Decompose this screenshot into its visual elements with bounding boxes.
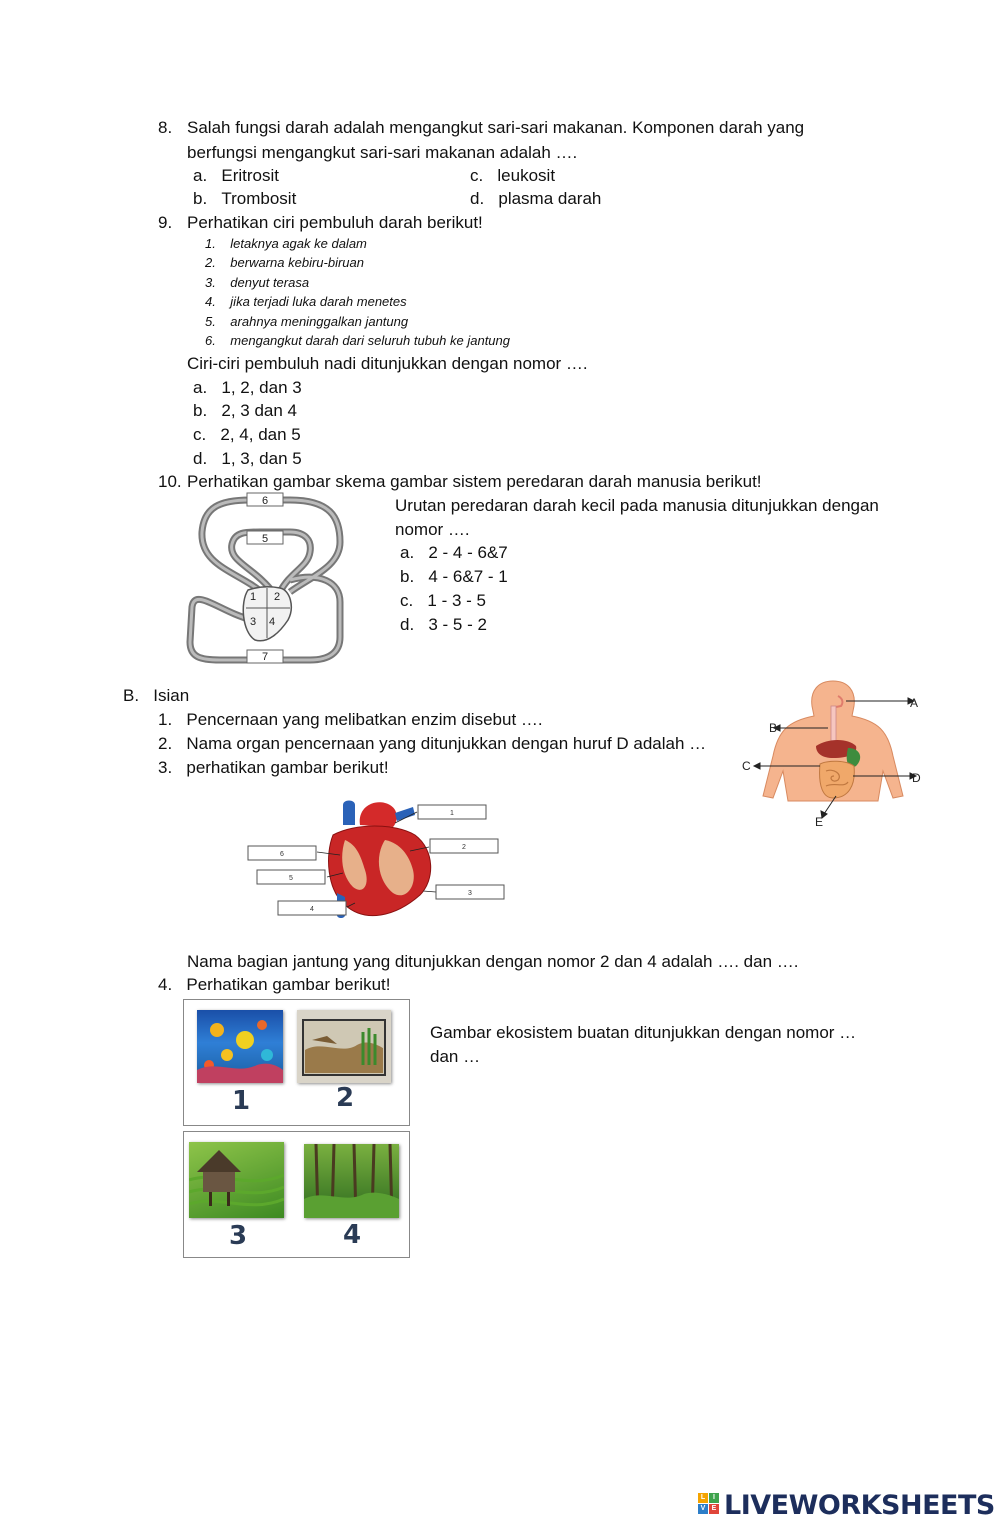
option-text: 2, 4, dan 5	[220, 425, 301, 444]
q8-text-line1: Salah fungsi darah adalah mengangkut sari-sari makanan. Komponen darah yang	[187, 118, 805, 137]
digestive-system-image	[738, 676, 928, 831]
option-letter: c.	[470, 166, 484, 185]
q9-prompt: Perhatikan ciri pembuluh darah berikut!	[187, 213, 483, 232]
circulation-diagram	[180, 492, 350, 670]
heart-label-6: 6	[280, 851, 284, 858]
q10-option-d[interactable]	[400, 615, 487, 635]
q9-trait-5: 5. arahnya meninggalkan jantung	[205, 314, 409, 329]
liveworksheets-logo-icon: L I V E	[698, 1493, 720, 1515]
option-text: 2 - 4 - 6&7	[428, 543, 508, 562]
option-letter: c.	[400, 591, 414, 610]
digestive-label-a: A	[910, 696, 919, 710]
q9-number: 9.	[158, 213, 173, 232]
option-letter: c.	[193, 425, 207, 444]
heart-label-4: 4	[310, 906, 314, 913]
option-letter: d.	[193, 449, 208, 468]
q9-question: Ciri-ciri pembuluh nadi ditunjukkan dengan nomor ….	[187, 354, 588, 373]
option-text: 2, 3 dan 4	[221, 401, 297, 420]
option-text: leukosit	[497, 166, 556, 185]
q9-trait-1: 1. letaknya agak ke dalam	[205, 236, 367, 251]
q10-option-c[interactable]	[400, 591, 486, 611]
option-text: 1 - 3 - 5	[427, 591, 486, 610]
q9-option-b[interactable]	[193, 401, 297, 421]
eco-question-line2: dan …	[430, 1047, 481, 1066]
q10-question-line1: Urutan peredaran darah kecil pada manusia ditunjukkan dengan	[395, 496, 879, 515]
heart-label-5: 5	[289, 875, 293, 882]
q9-trait-2: 2. berwarna kebiru-biruan	[205, 255, 364, 270]
option-letter: a.	[400, 543, 415, 562]
q9-option-c[interactable]	[193, 425, 301, 445]
eco-number-4: 4	[343, 1220, 362, 1250]
q8-text-line2: berfungsi mengangkut sari-sari makanan adalah ….	[187, 143, 578, 162]
eco-question-line1: Gambar ekosistem buatan ditunjukkan dengan nomor …	[430, 1023, 857, 1042]
q8-option-c[interactable]	[470, 166, 555, 186]
diagram-label-3: 3	[249, 616, 257, 628]
eco-number-2: 2	[336, 1083, 355, 1113]
section-b-heading: B. Isian	[123, 686, 190, 705]
eco-number-3: 3	[229, 1221, 248, 1251]
diagram-label-6: 6	[261, 495, 269, 507]
q9-trait-3: 3. denyut terasa	[205, 275, 310, 290]
digestive-label-c: C	[742, 759, 751, 773]
diagram-label-7: 7	[261, 651, 269, 663]
q8-option-d[interactable]	[470, 189, 601, 209]
option-letter: a.	[193, 378, 208, 397]
option-text: 1, 2, dan 3	[221, 378, 302, 397]
q9-option-d[interactable]	[193, 449, 302, 469]
isian-item-1: 1. Pencernaan yang melibatkan enzim disebut ….	[158, 710, 543, 729]
q10-option-a[interactable]	[400, 543, 508, 563]
option-text: Eritrosit	[221, 166, 279, 185]
diagram-label-5: 5	[261, 533, 269, 545]
option-letter: d.	[400, 615, 415, 634]
q10-prompt: Perhatikan gambar skema gambar sistem peredaran darah manusia berikut!	[187, 472, 762, 491]
terrarium-image	[297, 1010, 391, 1083]
q10-option-b[interactable]	[400, 567, 508, 587]
diagram-label-4: 4	[268, 616, 276, 628]
q9-trait-6: 6. mengangkut darah dari seluruh tubuh ke jantung	[205, 333, 510, 348]
aquarium-image	[197, 1010, 283, 1083]
digestive-label-b: B	[769, 721, 778, 735]
q8-number: 8.	[158, 118, 173, 137]
q10-number: 10.	[158, 472, 182, 491]
option-text: 3 - 5 - 2	[428, 615, 487, 634]
forest-image	[304, 1144, 399, 1218]
option-text: plasma darah	[498, 189, 602, 208]
isian-item-3: 3. perhatikan gambar berikut!	[158, 758, 389, 777]
eco-number-1: 1	[232, 1086, 251, 1116]
option-text: 4 - 6&7 - 1	[428, 567, 508, 586]
heart-label-2: 2	[462, 844, 466, 851]
heart-question: Nama bagian jantung yang ditunjukkan dengan nomor 2 dan 4 adalah …. dan ….	[187, 952, 799, 971]
option-letter: b.	[193, 401, 208, 420]
option-letter: b.	[193, 189, 208, 208]
option-text: 1, 3, dan 5	[221, 449, 302, 468]
heart-image	[245, 795, 510, 925]
isian-item-4: 4. Perhatikan gambar berikut!	[158, 975, 391, 994]
diagram-label-1: 1	[249, 591, 257, 603]
rice-field-image	[189, 1142, 284, 1218]
digestive-label-d: D	[912, 771, 921, 785]
isian-item-2: 2. Nama organ pencernaan yang ditunjukkan dengan huruf D adalah …	[158, 734, 707, 753]
option-text: Trombosit	[221, 189, 297, 208]
liveworksheets-brand[interactable]: LIVEWORKSHEETS	[724, 1490, 995, 1521]
option-letter: b.	[400, 567, 415, 586]
diagram-label-2: 2	[273, 591, 281, 603]
option-letter: a.	[193, 166, 208, 185]
q9-trait-4: 4. jika terjadi luka darah menetes	[205, 294, 407, 309]
heart-label-3: 3	[468, 890, 472, 897]
option-letter: d.	[470, 189, 485, 208]
q8-option-b[interactable]	[193, 189, 296, 209]
q8-option-a[interactable]	[193, 166, 279, 186]
q9-option-a[interactable]	[193, 378, 302, 398]
q10-question-line2: nomor ….	[395, 520, 470, 539]
digestive-label-e: E	[815, 815, 824, 829]
heart-label-1: 1	[450, 810, 454, 817]
